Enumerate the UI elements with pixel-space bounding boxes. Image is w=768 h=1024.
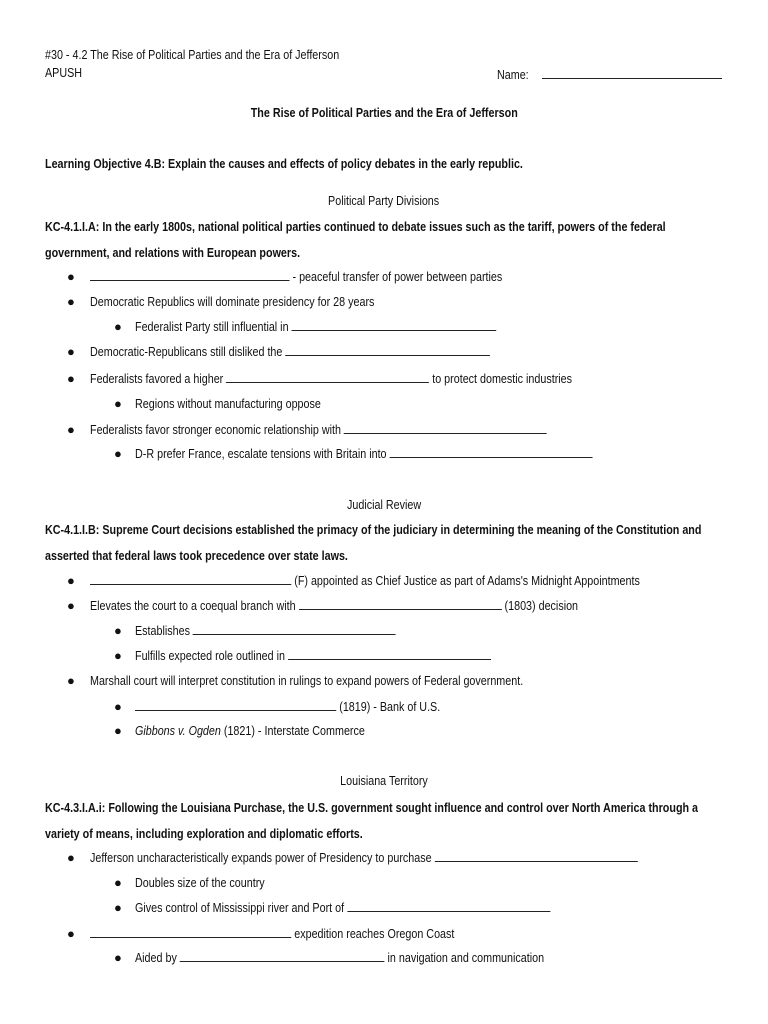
answer-blank[interactable] xyxy=(180,950,385,962)
answer-blank[interactable] xyxy=(435,850,638,862)
answer-blank[interactable] xyxy=(299,598,502,610)
main-title: The Rise of Political Parties and the Era of Jefferson xyxy=(250,106,518,120)
kc-4-3-1-a-i: KC-4.3.I.A.i: Following the Louisiana Purchase, the U.S. government sought influence and control over North America through a variety of means, including exploration and diplomatic efforts. xyxy=(45,801,699,841)
bullet: ● xyxy=(114,623,122,638)
list-item: Doubles size of the country xyxy=(135,876,265,890)
bullet: ● xyxy=(114,875,122,890)
list-item: Jefferson uncharacteristically expands power of Presidency to purchase xyxy=(90,850,638,866)
list-item: Elevates the court to a coequal branch with (1803) decision xyxy=(90,599,579,613)
section-heading-party-divisions: Political Party Divisions xyxy=(328,194,440,208)
bullet: ● xyxy=(67,573,75,588)
list-item: expedition reaches Oregon Coast xyxy=(90,926,454,942)
list-item: Gibbons v. Ogden (1821) - Interstate Commerce xyxy=(135,724,365,738)
list-item: Democratic Republics will dominate presidency for 28 years xyxy=(90,295,375,309)
list-item: Establishes xyxy=(135,623,396,639)
bullet: ● xyxy=(114,900,122,915)
bullet: ● xyxy=(67,850,75,865)
answer-blank[interactable] xyxy=(292,319,497,331)
list-item: (F) appointed as Chief Justice as part of Adams's Midnight Appointments xyxy=(90,573,640,589)
kc-4-1-1-b: KC-4.1.I.B: Supreme Court decisions established the primacy of the judiciary in determining the meaning of the Constitution and asserted that federal laws took precedence over state laws. xyxy=(45,523,702,563)
kc-4-1-1-a: KC-4.1.I.A: In the early 1800s, national political parties continued to debate issues such as the tariff, powers of the federal government, and relations with European powers. xyxy=(45,220,666,260)
bullet: ● xyxy=(114,699,122,714)
bullet: ● xyxy=(114,950,122,965)
list-item: Federalist Party still influential in xyxy=(135,319,496,335)
answer-blank[interactable] xyxy=(193,623,396,635)
bullet: ● xyxy=(114,446,122,461)
list-item: Marshall court will interpret constitution in rulings to expand powers of Federal government. xyxy=(90,674,524,688)
section-heading-judicial-review: Judicial Review xyxy=(346,498,422,512)
bullet: ● xyxy=(67,422,75,437)
list-item: Federalists favor stronger economic relationship with xyxy=(90,422,547,438)
name-label: Name: xyxy=(497,68,529,82)
bullet: ● xyxy=(67,371,75,386)
bullet: ● xyxy=(114,396,122,411)
bullet: ● xyxy=(67,673,75,688)
answer-blank[interactable] xyxy=(347,900,550,912)
bullet: ● xyxy=(67,294,75,309)
answer-blank[interactable] xyxy=(344,422,547,434)
list-item: Regions without manufacturing oppose xyxy=(135,397,321,411)
list-item: Aided by in navigation and communication xyxy=(135,951,545,965)
document-title: #30 - 4.2 The Rise of Political Parties and the Era of Jefferson xyxy=(45,48,340,62)
answer-blank[interactable] xyxy=(90,926,291,938)
bullet: ● xyxy=(114,319,122,334)
list-item: - peaceful transfer of power between parties xyxy=(90,269,502,285)
bullet: ● xyxy=(67,598,75,613)
answer-blank[interactable] xyxy=(288,648,491,660)
list-item: Democratic-Republicans still disliked the xyxy=(90,344,490,360)
answer-blank[interactable] xyxy=(90,269,290,281)
course-label: APUSH xyxy=(45,66,83,80)
section-heading-louisiana-territory: Louisiana Territory xyxy=(340,774,428,788)
list-item: Gives control of Mississippi river and Port of xyxy=(135,900,550,916)
bullet: ● xyxy=(67,269,75,284)
answer-blank[interactable] xyxy=(90,573,291,585)
bullet: ● xyxy=(114,648,122,663)
list-item: Fulfills expected role outlined in xyxy=(135,648,491,664)
bullet: ● xyxy=(114,723,122,738)
answer-blank[interactable] xyxy=(390,446,593,458)
list-item: Federalists favored a higher to protect domestic industries xyxy=(90,372,573,386)
bullet: ● xyxy=(67,344,75,359)
answer-blank[interactable] xyxy=(135,699,336,711)
learning-objective: Learning Objective 4.B: Explain the causes and effects of policy debates in the early republic. xyxy=(45,157,523,171)
list-item: (1819) - Bank of U.S. xyxy=(135,699,440,715)
list-item: D-R prefer France, escalate tensions with Britain into xyxy=(135,446,593,462)
name-field[interactable] xyxy=(542,67,722,79)
answer-blank[interactable] xyxy=(285,344,490,356)
bullet: ● xyxy=(67,926,75,941)
answer-blank[interactable] xyxy=(226,371,429,383)
